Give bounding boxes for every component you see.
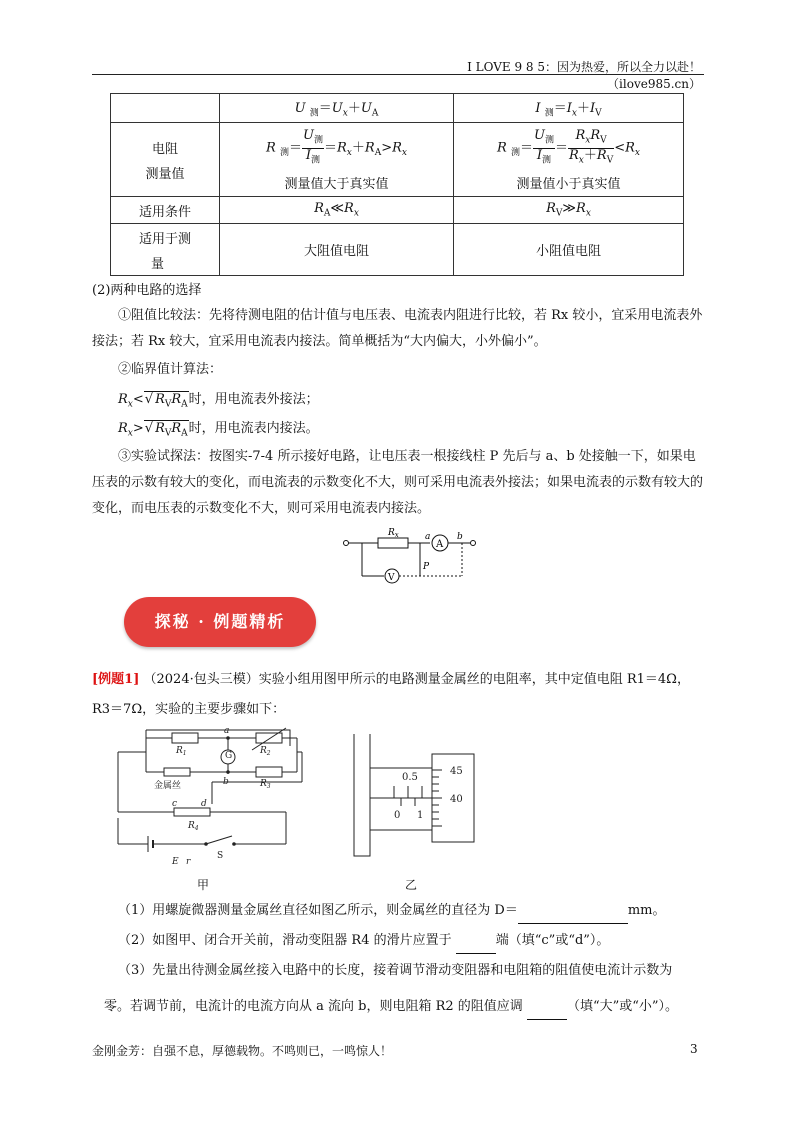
svg-text:1: 1: [417, 810, 424, 821]
paragraph: ②临界值计算法：: [118, 362, 223, 377]
table-cell: $R_A≪R_x$: [220, 197, 454, 224]
note: 测量值大于真实值: [284, 177, 389, 193]
label-line: 适用于测: [138, 231, 191, 247]
svg-text:40: 40: [450, 794, 463, 805]
question-3-line2: [104, 994, 704, 1020]
answer-blank[interactable]: [456, 939, 496, 954]
svg-text:0: 0: [394, 810, 401, 821]
svg-text:E: E: [172, 857, 179, 867]
resistor-rx: [378, 538, 408, 548]
section-title: (2)两种电路的选择: [92, 283, 202, 298]
formula-suffix: 时，用电流表外接法；: [188, 392, 319, 407]
figure-yi-caption: 乙: [405, 878, 418, 892]
table-cell: R $_测$＝ $\frac{U_测}{I_测}$ $=R_x+R_A>R_x$ 测量值大于真实值: [220, 123, 454, 197]
question-text: （1）用螺旋微器测量金属丝直径如图乙所示，则金属丝的直径为 D＝: [118, 903, 518, 918]
svg-text:b: b: [457, 532, 463, 542]
svg-text:45: 45: [450, 766, 463, 777]
page-header: I LOVE 9 8 5：因为热爱，所以全力以赴！（ilove985.cn）: [467, 60, 701, 91]
example-intro: [92, 665, 704, 725]
question-1: [118, 898, 704, 924]
answer-blank[interactable]: [527, 1005, 567, 1020]
svg-text:V: V: [388, 573, 395, 583]
figure-yi-micrometer: [350, 730, 490, 870]
table-cell: 大阻值电阻: [220, 224, 454, 276]
galvanometer-g: G: [225, 751, 233, 761]
page-number: 3: [690, 1042, 698, 1056]
svg-text:r: r: [186, 857, 191, 867]
table-row-label: [111, 123, 220, 197]
table-cell: U $_测=U_x+U_A$: [220, 94, 454, 123]
svg-text:c: c: [172, 799, 178, 809]
label-line: 量: [151, 256, 165, 272]
svg-text:d: d: [201, 799, 207, 809]
header-rule: [92, 74, 704, 75]
svg-text:R4: $R_4$: [188, 821, 199, 832]
example-tag: [例题1]: [92, 672, 140, 687]
svg-text:Rx: $R_x$: [388, 528, 399, 539]
paragraph: ③实验试探法：按图实-7-4 所示接好电路，让电压表一根接线柱 P 先后与 a、b 处接触一下，如果电压表的示数有较大的变化，而电流表的示数变化不大，则可采用电流表外接法；如果电流表的示数有较大的变化，而电压表的示数变化不大，则可采用电流表内接法。: [92, 449, 704, 516]
comparison-table: [110, 93, 684, 276]
question-text: 零。若调节前，电流计的电流方向从 a 流向 b，则电阻箱 R2 的阻值应调: [104, 999, 523, 1014]
svg-text:b: b: [223, 777, 229, 787]
table-empty-cell: [111, 94, 220, 123]
node-dot: [226, 770, 230, 774]
formula-suffix: 时，用电流表内接法。: [188, 421, 319, 436]
svg-text:R2: $R_2$: [260, 746, 271, 757]
question-text: mm。: [627, 903, 666, 918]
table-cell: 小阻值电阻: [454, 224, 684, 276]
svg-text:S: S: [217, 851, 224, 861]
table-cell: $R_V≫R_x$: [454, 197, 684, 224]
figure-jia-circuit: [112, 722, 317, 872]
question-text: （填“大”或“小”）。: [566, 999, 679, 1014]
table-row-label: [111, 224, 220, 276]
svg-text:金属丝: 金属丝: [154, 781, 182, 791]
answer-blank[interactable]: [518, 909, 628, 924]
figure-jia-caption: 甲: [197, 878, 210, 892]
terminal: [344, 541, 349, 546]
svg-text:A: A: [436, 539, 444, 550]
question-2: [118, 928, 704, 954]
svg-text:0.5: 0.5: [402, 772, 418, 783]
section-badge: 探秘 · 例题精析: [124, 597, 316, 647]
table-cell: R $_测$＝ $\frac{U_测}{I_测}$ ＝ $\frac{R_xR_V}{R_x+R_V}$ $<R_x$ 测量值小于真实值: [454, 123, 684, 197]
formula-line: $R_x>√$ $R_VR_A$时，用电流表内接法。: [118, 421, 319, 439]
terminal: [471, 541, 476, 546]
svg-text:P: P: [423, 562, 430, 572]
svg-text:R1: $R_1$: [176, 746, 187, 757]
question-text: （2）如图甲、闭合开关前，滑动变阻器 R4 的滑片应置于: [118, 933, 452, 948]
label-line: 测量值: [145, 166, 185, 182]
question-3-line1: （3）先量出待测金属丝接入电路中的长度，接着调节滑动变阻器和电阻箱的阻值使电流计示数为: [118, 963, 673, 978]
note: 测量值小于真实值: [516, 177, 621, 193]
table-cell: I $_测=I_x+I_V$: [454, 94, 684, 123]
question-text: 端（填“c”或“d”）。: [495, 933, 610, 948]
paragraph: ①阻值比较法：先将待测电阻的估计值与电压表、电流表内阻进行比较，若 Rx 较小，宜采用电流表外接法；若 Rx 较大，宜采用电流表内接法。简单概括为“大内偏大，小外偏小”。: [92, 308, 703, 349]
label-line: 电阻: [151, 141, 178, 157]
node-dot: [232, 842, 236, 846]
table-row-label: 适用条件: [111, 197, 220, 224]
formula-line: $R_x<√$ $R_VR_A$时，用电流表外接法；: [118, 392, 319, 410]
node-dot: [204, 842, 208, 846]
svg-text:a: a: [425, 532, 431, 542]
footer-motto: 金刚金芳：自强不息，厚德载物。不鸣则已，一鸣惊人！: [92, 1044, 393, 1058]
trial-circuit-diagram: [340, 525, 490, 585]
svg-text:R3: $R_3$: [260, 779, 271, 790]
example-text: （2024·包头三模）实验小组用图甲所示的电路测量金属丝的电阻率，其中定值电阻 R1＝4Ω，R3＝7Ω，实验的主要步骤如下：: [92, 672, 690, 717]
node-dot: [226, 736, 230, 740]
svg-text:a: a: [224, 726, 230, 736]
